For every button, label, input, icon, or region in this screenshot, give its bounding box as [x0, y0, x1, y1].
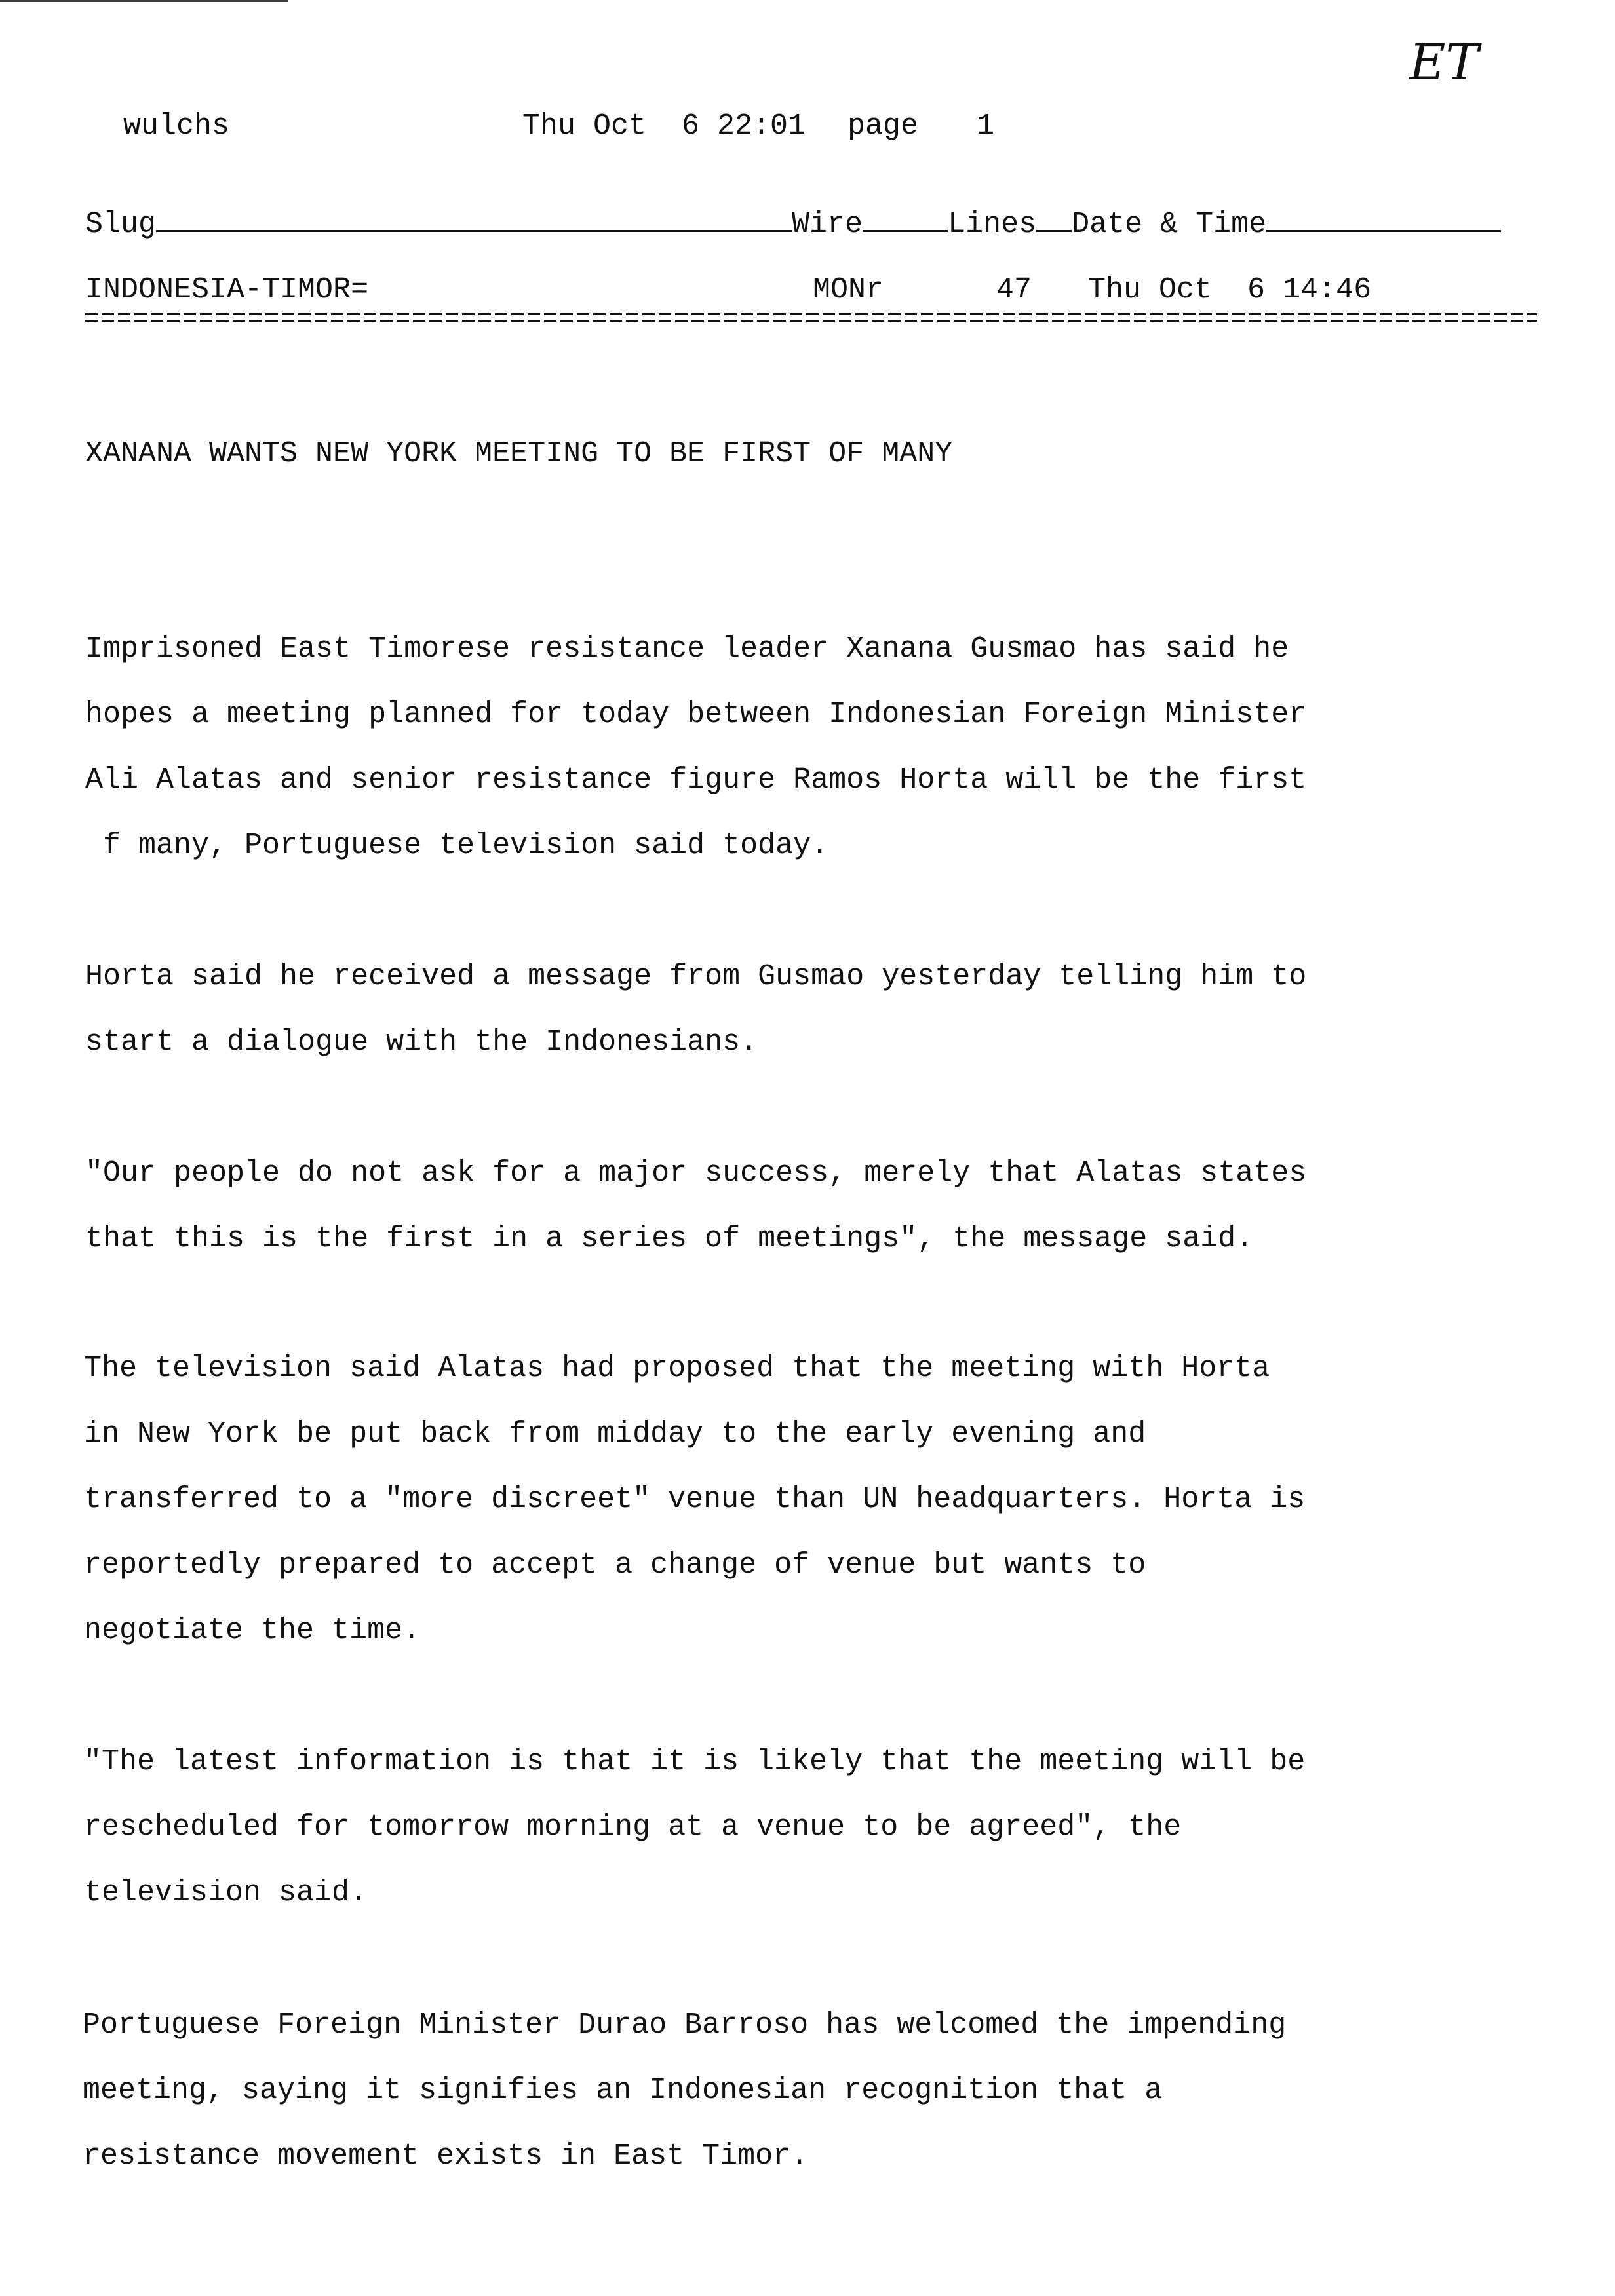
- record-wire: MONr: [813, 273, 884, 307]
- lines-label: Lines: [948, 208, 1037, 241]
- slug-underline: [156, 230, 792, 232]
- body-line: Imprisoned East Timorese resistance leader Xanana Gusmao has said he: [85, 632, 1289, 666]
- header-page-label: page: [847, 109, 919, 143]
- wire-label: Wire: [792, 208, 863, 241]
- scan-edge-line: [0, 0, 288, 2]
- body-line: Ali Alatas and senior resistance figure Ramos Horta will be the first: [85, 763, 1307, 797]
- double-rule-bottom: [85, 320, 1537, 322]
- body-line: negotiate the time.: [84, 1614, 421, 1647]
- column-header-row: [85, 210, 1501, 239]
- body-line: f many, Portuguese television said today.: [85, 829, 829, 862]
- body-line: hopes a meeting planned for today between Indonesian Foreign Minister: [85, 698, 1307, 731]
- body-line: Portuguese Foreign Minister Durao Barroso has welcomed the impending: [83, 2008, 1287, 2042]
- body-line: meeting, saying it signifies an Indonesian recognition that a: [83, 2074, 1163, 2107]
- wire-underline: [863, 230, 948, 232]
- headline: XANANA WANTS NEW YORK MEETING TO BE FIRST OF MANY: [85, 437, 953, 470]
- body-line: start a dialogue with the Indonesians.: [85, 1025, 758, 1059]
- body-line: transferred to a "more discreet" venue than UN headquarters. Horta is: [84, 1483, 1306, 1516]
- body-line: resistance movement exists in East Timor.: [83, 2139, 809, 2173]
- header-datetime: Thu Oct 6 22:01: [522, 109, 806, 143]
- record-datetime: Thu Oct 6 14:46: [1088, 273, 1372, 307]
- slug-label: Slug: [85, 208, 157, 241]
- handwritten-mark: ET: [1409, 33, 1479, 91]
- body-line: Horta said he received a message from Gusmao yesterday telling him to: [85, 960, 1307, 993]
- body-line: television said.: [84, 1876, 368, 1909]
- record-lines: 47: [996, 273, 1032, 307]
- double-rule-top: [85, 313, 1537, 315]
- body-line: in New York be put back from midday to the early evening and: [84, 1417, 1146, 1451]
- body-line: "The latest information is that it is likely that the meeting will be: [84, 1745, 1306, 1778]
- body-line: "Our people do not ask for a major success, merely that Alatas states: [85, 1157, 1307, 1190]
- record-slug: INDONESIA-TIMOR=: [85, 273, 369, 307]
- lines-underline: [1036, 230, 1072, 232]
- header-page-number: 1: [977, 109, 995, 143]
- datetime-underline: [1266, 230, 1501, 232]
- body-line: rescheduled for tomorrow morning at a venue to be agreed", the: [84, 1810, 1182, 1844]
- body-line: that this is the first in a series of meetings", the message said.: [85, 1222, 1254, 1255]
- datetime-label: Date & Time: [1072, 208, 1267, 241]
- body-line: The television said Alatas had proposed that the meeting with Horta: [84, 1352, 1270, 1385]
- body-line: reportedly prepared to accept a change of venue but wants to: [84, 1548, 1146, 1582]
- header-user: wulchs: [123, 109, 230, 143]
